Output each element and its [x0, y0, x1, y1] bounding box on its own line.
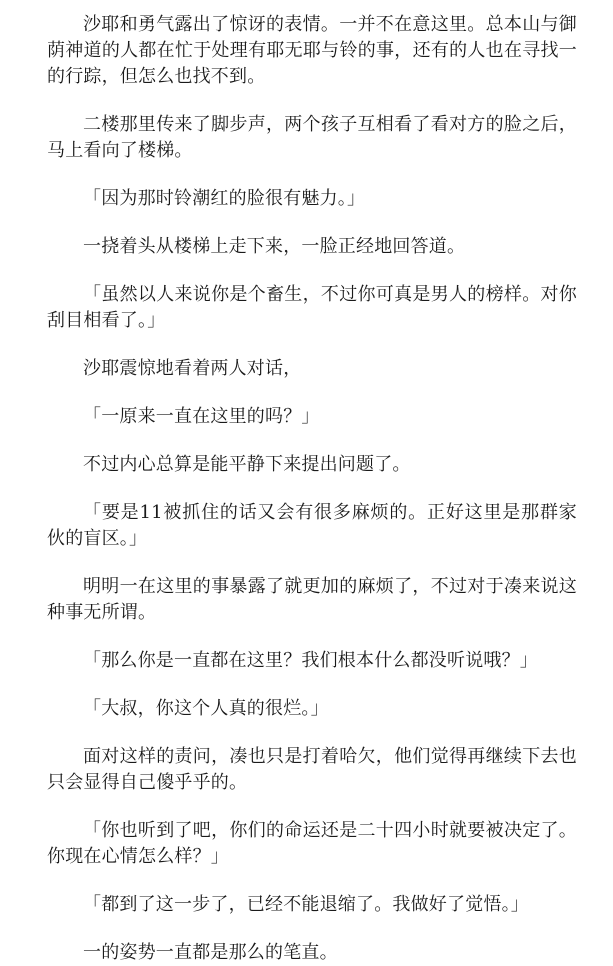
paragraph: 面对这样的责问，凑也只是打着哈欠，他们觉得再继续下去也只会显得自己傻乎乎的。: [47, 746, 577, 793]
paragraph: 明明一在这里的事暴露了就更加的麻烦了，不过对于凑来说这种事无所谓。: [47, 576, 577, 623]
paragraph: 沙耶和勇气露出了惊讶的表情。一并不在意这里。总本山与御荫神道的人都在忙于处理有耶无耶与铃的事，还有的人也在寻找一的行踪，但怎么也找不到。: [47, 14, 577, 87]
paragraph: 「都到了这一步了，已经不能退缩了。我做好了觉悟。」: [83, 894, 529, 915]
paragraph: 「那么你是一直都在这里？我们根本什么都没听说哦？」: [83, 650, 538, 671]
paragraph: 「虽然以人来说你是个畜生，不过你可真是男人的榜样。对你刮目相看了。」: [47, 284, 577, 331]
paragraph: 二楼那里传来了脚步声，两个孩子互相看了看对方的脸之后，马上看向了楼梯。: [47, 114, 577, 161]
paragraph: 一的姿势一直都是那么的笔直。: [83, 942, 338, 963]
paragraph: 「要是11被抓住的话又会有很多麻烦的。正好这里是那群家伙的盲区。」: [47, 502, 577, 549]
paragraph: 「大叔，你这个人真的很烂。」: [83, 698, 329, 719]
paragraph: 「你也听到了吧，你们的命运还是二十四小时就要被决定了。你现在心情怎么样？」: [47, 820, 577, 867]
paragraph: 一挠着头从楼梯上走下来，一脸正经地回答道。: [83, 236, 466, 257]
paragraph: 「因为那时铃潮红的脸很有魅力。」: [83, 188, 366, 209]
paragraph: 沙耶震惊地看着两人对话，: [83, 358, 302, 379]
paragraph: 「一原来一直在这里的吗？」: [83, 406, 320, 427]
paragraph: 不过内心总算是能平静下来提出问题了。: [83, 454, 411, 475]
